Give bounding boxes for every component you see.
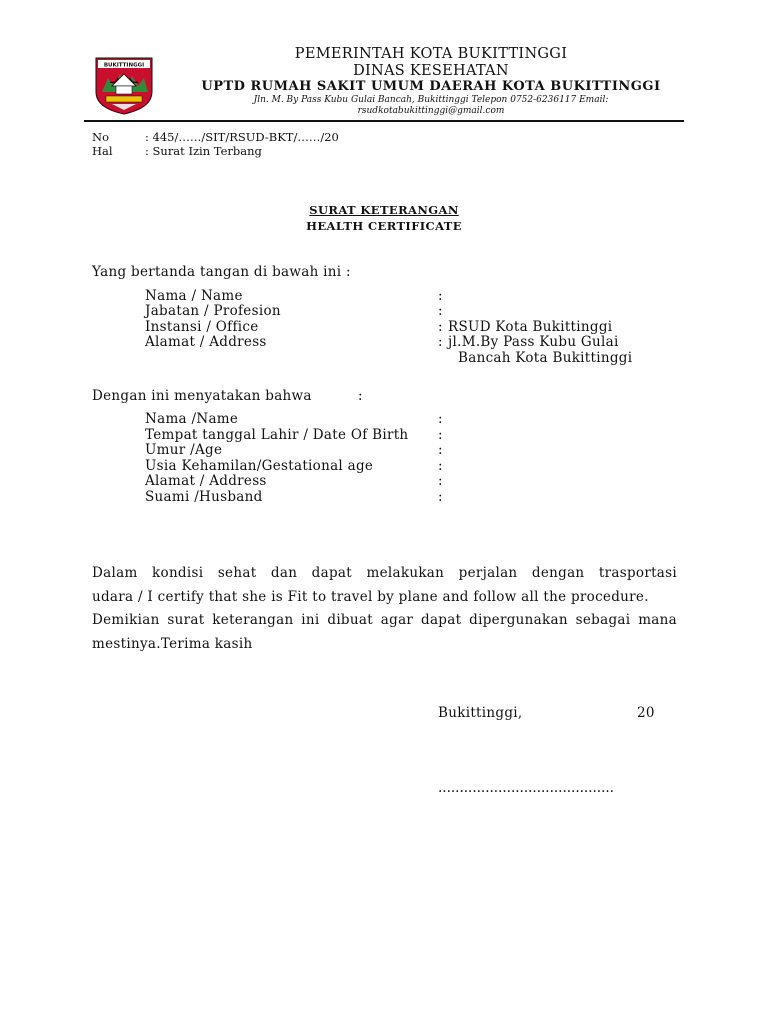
husband-colon: : <box>438 489 443 505</box>
subject-value: : Surat Izin Terbang <box>145 144 262 158</box>
signer-office-label: Instansi / Office <box>145 319 259 335</box>
letterhead-hospital-name: UPTD RUMAH SAKIT UMUM DAERAH KOTA BUKITTINGGI <box>201 79 661 94</box>
letterhead-address: Jln. M. By Pass Kubu Gulai Bancah, Bukittinggi Telepon 0752-6236117 Email: <box>253 95 609 105</box>
subject-intro: Dengan ini menyatakan bahwa <box>92 388 312 404</box>
signer-office-colon: : <box>438 319 443 335</box>
gestational-age-label: Usia Kehamilan/Gestational age <box>145 458 374 474</box>
letterhead-department: DINAS KESEHATAN <box>353 63 509 79</box>
patient-birth-colon: : <box>438 427 443 443</box>
signer-address-label: Alamat / Address <box>145 334 267 350</box>
number-label: No <box>92 130 109 144</box>
signer-address-colon: : <box>438 334 443 350</box>
patient-name-label: Nama /Name <box>145 411 239 427</box>
subject-intro-colon: : <box>358 388 363 404</box>
signer-address-line2: Bancah Kota Bukittinggi <box>458 350 633 366</box>
signer-name-colon: : <box>438 288 443 304</box>
signer-position-colon: : <box>438 303 443 319</box>
closing-place: Bukittinggi, <box>438 705 523 721</box>
subject-label: Hal <box>92 144 113 158</box>
gestational-age-colon: : <box>438 458 443 474</box>
city-emblem-logo <box>92 52 156 116</box>
signer-name-label: Nama / Name <box>145 288 243 304</box>
signer-address-value: jl.M.By Pass Kubu Gulai <box>448 334 619 350</box>
signer-position-label: Jabatan / Profesion <box>145 303 281 319</box>
document-title: SURAT KETERANGAN <box>309 203 459 217</box>
letterhead-government: PEMERINTAH KOTA BUKITTINGGI <box>294 46 568 62</box>
signature-line: ......................................... <box>438 780 614 796</box>
husband-label: Suami /Husband <box>145 489 263 505</box>
patient-name-colon: : <box>438 411 443 427</box>
statement-line-2: udara / I certify that she is Fit to travel by plane and follow all the procedure. <box>92 589 649 605</box>
document-subtitle: HEALTH CERTIFICATE <box>306 219 462 233</box>
signer-intro: Yang bertanda tangan di bawah ini : <box>92 264 351 280</box>
logo-text: BUKITTINGGI <box>103 62 145 69</box>
patient-age-label: Umur /Age <box>145 442 223 458</box>
signer-office-value: RSUD Kota Bukittinggi <box>448 319 613 335</box>
closing-year: 20 <box>637 705 655 721</box>
statement-line-1: Dalam kondisi sehat dan dapat melakukan perjalan dengan trasportasi <box>92 565 677 581</box>
patient-address-colon: : <box>438 473 443 489</box>
patient-age-colon: : <box>438 442 443 458</box>
statement-line-4: mestinya.Terima kasih <box>92 636 253 652</box>
city-emblem-icon <box>92 52 156 116</box>
number-value: : 445/……/SIT/RSUD-BKT/……/20 <box>145 130 339 144</box>
patient-birth-label: Tempat tanggal Lahir / Date Of Birth <box>145 427 409 443</box>
patient-address-label: Alamat / Address <box>145 473 267 489</box>
letterhead-email: rsudkotabukittinggi@gmail.com <box>357 106 505 116</box>
letterhead-divider <box>84 120 684 122</box>
statement-line-3: Demikian surat keterangan ini dibuat agar dapat dipergunakan sebagai mana <box>92 612 677 628</box>
